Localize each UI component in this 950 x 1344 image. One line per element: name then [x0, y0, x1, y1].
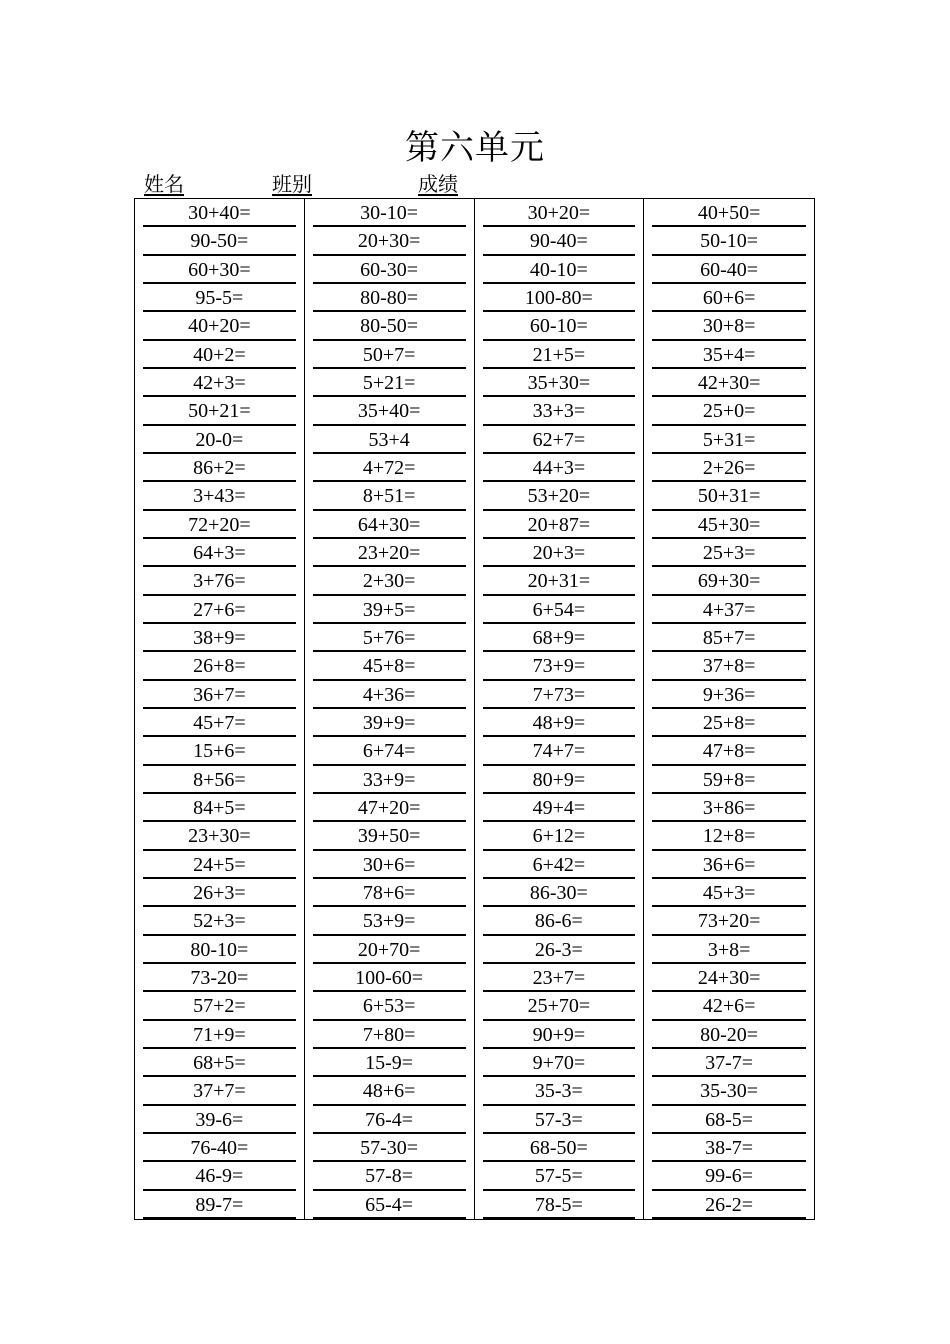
problem-cell — [305, 596, 475, 624]
problem-text: 78+6= — [362, 882, 416, 904]
problem-text: 80-50= — [360, 315, 419, 338]
problem-text: 23+7= — [532, 967, 586, 989]
problem-cell — [135, 709, 305, 737]
problem-cell — [305, 822, 475, 850]
problem-text: 42+3= — [193, 372, 246, 394]
problem-text: 84+5= — [193, 797, 246, 819]
problem-text: 80-80= — [360, 287, 419, 309]
score-label: 成绩 — [418, 174, 458, 196]
problem-cell — [644, 1021, 814, 1049]
problem-cell — [475, 369, 645, 397]
problem-text: 33+9= — [362, 768, 416, 791]
problem-cell — [305, 766, 475, 794]
problem-cell — [644, 709, 814, 737]
problem-text: 20+3= — [532, 542, 586, 564]
problem-text: 25+3= — [702, 542, 756, 564]
problem-text: 50-10= — [700, 230, 759, 253]
problem-text: 90+9= — [532, 1023, 586, 1046]
problem-text: 35+30= — [527, 372, 591, 394]
problem-cell — [475, 482, 645, 510]
problem-text: 30+8= — [702, 315, 756, 338]
problem-cell — [475, 341, 645, 369]
problem-text: 57-8= — [365, 1165, 414, 1188]
problem-cell — [644, 1106, 814, 1134]
problem-text: 20+31= — [527, 570, 591, 593]
problem-text: 27+6= — [193, 598, 246, 621]
problem-cell — [475, 596, 645, 624]
problem-cell — [475, 766, 645, 794]
problem-cell — [305, 1191, 475, 1219]
problem-cell — [135, 1077, 305, 1105]
problem-cell — [305, 652, 475, 680]
problem-text: 95-5= — [195, 287, 244, 309]
problem-text: 46-9= — [195, 1165, 244, 1188]
problem-text: 50+31= — [697, 485, 761, 508]
problem-text: 42+30= — [697, 372, 761, 394]
problem-text: 37+7= — [193, 1080, 246, 1103]
problem-cell — [644, 256, 814, 284]
problem-text: 38-7= — [705, 1137, 754, 1159]
problem-text: 23+30= — [188, 825, 251, 848]
problem-text: 86+2= — [193, 457, 246, 479]
problem-text: 40+50= — [697, 202, 761, 224]
problem-cell — [644, 936, 814, 964]
problem-text: 80-20= — [700, 1023, 759, 1046]
problem-text: 2+26= — [702, 457, 756, 479]
problem-cell — [475, 737, 645, 765]
problem-text: 26-3= — [534, 938, 583, 961]
problem-text: 57-30= — [360, 1137, 419, 1159]
problem-cell — [305, 539, 475, 567]
problem-text: 4+37= — [702, 598, 756, 621]
problem-cell — [135, 341, 305, 369]
problem-cell — [644, 369, 814, 397]
problem-text: 53+4 — [368, 428, 410, 451]
problem-cell — [475, 284, 645, 312]
answer-underline — [313, 1217, 466, 1219]
problem-text: 37-7= — [705, 1052, 754, 1074]
problem-text: 53+9= — [362, 910, 416, 933]
problem-cell — [135, 312, 305, 340]
problem-text: 68-5= — [705, 1108, 754, 1131]
problem-text: 73+9= — [532, 655, 586, 678]
problem-cell — [644, 737, 814, 765]
problem-cell — [135, 482, 305, 510]
problem-cell — [475, 426, 645, 454]
problem-cell — [305, 1134, 475, 1162]
class-label: 班别 — [272, 174, 312, 196]
problem-text: 60-30= — [360, 258, 419, 281]
problem-cell — [475, 397, 645, 425]
problem-cell — [135, 397, 305, 425]
problem-text: 59+8= — [702, 768, 756, 791]
problem-text: 30-10= — [360, 202, 419, 224]
problem-text: 68-50= — [529, 1137, 588, 1159]
problem-cell — [305, 1162, 475, 1190]
problem-cell — [644, 794, 814, 822]
problem-cell — [135, 1162, 305, 1190]
problem-cell — [135, 369, 305, 397]
problem-cell — [305, 964, 475, 992]
problem-cell — [135, 879, 305, 907]
problem-text: 36+6= — [702, 853, 756, 876]
problem-cell — [644, 1191, 814, 1219]
problem-text: 42+6= — [702, 995, 756, 1018]
problem-cell — [305, 737, 475, 765]
problem-text: 69+30= — [697, 570, 761, 593]
problem-text: 76-40= — [190, 1137, 249, 1159]
problem-cell — [135, 1191, 305, 1219]
problem-text: 60+30= — [188, 258, 251, 281]
problem-text: 60+6= — [702, 287, 756, 309]
problem-cell — [305, 624, 475, 652]
problem-text: 8+51= — [362, 485, 416, 508]
problem-text: 15+6= — [193, 740, 246, 763]
problem-text: 48+9= — [532, 712, 586, 734]
problem-cell — [305, 992, 475, 1020]
problem-cell — [475, 1021, 645, 1049]
problem-text: 47+8= — [702, 740, 756, 763]
problem-text: 23+20= — [357, 542, 421, 564]
problem-cell — [644, 539, 814, 567]
problem-text: 76-4= — [365, 1108, 414, 1131]
answer-underline — [483, 1217, 636, 1219]
problem-cell — [135, 256, 305, 284]
problem-cell — [644, 624, 814, 652]
problem-text: 52+3= — [193, 910, 246, 933]
problem-text: 39+9= — [362, 712, 416, 734]
answer-underline — [652, 1217, 806, 1219]
problem-cell — [644, 992, 814, 1020]
problem-cell — [644, 312, 814, 340]
problem-cell — [644, 1162, 814, 1190]
problem-cell — [475, 652, 645, 680]
problem-cell — [135, 199, 305, 227]
problem-cell — [305, 936, 475, 964]
problem-text: 86-6= — [534, 910, 583, 933]
problem-cell — [644, 1134, 814, 1162]
problem-text: 36+7= — [193, 683, 246, 706]
problem-text: 4+72= — [362, 457, 416, 479]
problem-cell — [135, 284, 305, 312]
problem-text: 26-2= — [705, 1193, 754, 1216]
problem-cell — [475, 794, 645, 822]
problem-text: 85+7= — [702, 627, 756, 649]
problem-text: 39+5= — [362, 598, 416, 621]
problem-cell — [135, 851, 305, 879]
problem-cell — [135, 681, 305, 709]
problem-cell — [135, 511, 305, 539]
page-title: 第六单元 — [405, 130, 545, 167]
problem-cell — [644, 482, 814, 510]
problem-text: 100-60= — [355, 967, 424, 989]
problem-cell — [644, 652, 814, 680]
problem-text: 30+20= — [527, 202, 591, 224]
problem-cell — [305, 1077, 475, 1105]
problem-table — [134, 198, 815, 1220]
problem-cell — [135, 766, 305, 794]
problem-cell — [644, 284, 814, 312]
problem-cell — [475, 567, 645, 595]
problem-text: 68+9= — [532, 627, 586, 649]
problem-cell — [644, 766, 814, 794]
problem-cell — [644, 964, 814, 992]
problem-text: 80-10= — [190, 938, 249, 961]
problem-cell — [305, 709, 475, 737]
problem-text: 50+21= — [188, 400, 251, 423]
problem-cell — [305, 227, 475, 255]
problem-text: 49+4= — [532, 797, 586, 819]
problem-cell — [305, 1106, 475, 1134]
problem-cell — [475, 1049, 645, 1077]
problem-cell — [475, 964, 645, 992]
problem-cell — [644, 1049, 814, 1077]
problem-cell — [475, 1134, 645, 1162]
problem-text: 62+7= — [532, 428, 586, 451]
problem-text: 74+7= — [532, 740, 586, 763]
problem-text: 5+21= — [362, 372, 416, 394]
problem-cell — [305, 341, 475, 369]
problem-text: 50+7= — [362, 343, 416, 366]
problem-text: 3+86= — [702, 797, 756, 819]
problem-text: 78-5= — [534, 1193, 583, 1216]
problem-text: 26+8= — [193, 655, 246, 678]
problem-cell — [135, 624, 305, 652]
problem-text: 40+2= — [193, 343, 246, 366]
problem-text: 3+76= — [193, 570, 246, 593]
problem-cell — [305, 1021, 475, 1049]
problem-cell — [135, 454, 305, 482]
problem-text: 35-30= — [700, 1080, 759, 1103]
problem-cell — [135, 1049, 305, 1077]
problem-text: 44+3= — [532, 457, 586, 479]
problem-text: 12+8= — [702, 825, 756, 848]
problem-cell — [644, 567, 814, 595]
problem-cell — [644, 681, 814, 709]
problem-cell — [135, 1021, 305, 1049]
problem-cell — [305, 454, 475, 482]
problem-text: 73-20= — [190, 967, 249, 989]
problem-text: 30+40= — [188, 202, 251, 224]
problem-text: 6+42= — [532, 853, 586, 876]
problem-text: 6+54= — [532, 598, 586, 621]
problem-text: 24+5= — [193, 853, 246, 876]
problem-cell — [644, 596, 814, 624]
problem-text: 6+53= — [362, 995, 416, 1018]
problem-cell — [305, 397, 475, 425]
problem-text: 35-3= — [534, 1080, 583, 1103]
problem-cell — [475, 1106, 645, 1134]
problem-text: 9+36= — [702, 683, 756, 706]
problem-cell — [305, 312, 475, 340]
problem-cell — [475, 992, 645, 1020]
problem-cell — [644, 397, 814, 425]
problem-text: 8+56= — [193, 768, 246, 791]
problem-text: 20+70= — [357, 938, 421, 961]
problem-cell — [644, 879, 814, 907]
problem-text: 40+20= — [188, 315, 251, 338]
problem-cell — [135, 794, 305, 822]
problem-cell — [644, 851, 814, 879]
problem-cell — [475, 907, 645, 935]
problem-text: 38+9= — [193, 627, 246, 649]
problem-cell — [644, 511, 814, 539]
problem-text: 24+30= — [697, 967, 761, 989]
problem-text: 39+50= — [357, 825, 421, 848]
problem-text: 3+8= — [707, 938, 751, 961]
problem-cell — [475, 624, 645, 652]
problem-text: 99-6= — [705, 1165, 754, 1188]
problem-text: 53+20= — [527, 485, 591, 508]
problem-text: 90-50= — [190, 230, 249, 253]
problem-text: 73+20= — [697, 910, 761, 933]
problem-cell — [305, 794, 475, 822]
problem-text: 57-3= — [534, 1108, 583, 1131]
problem-text: 89-7= — [195, 1193, 244, 1216]
problem-text: 26+3= — [193, 882, 246, 904]
problem-cell — [305, 567, 475, 595]
problem-text: 20-0= — [195, 428, 244, 451]
problem-text: 45+3= — [702, 882, 756, 904]
problem-cell — [644, 454, 814, 482]
problem-text: 3+43= — [193, 485, 246, 508]
problem-cell — [475, 256, 645, 284]
problem-cell — [475, 199, 645, 227]
problem-text: 64+30= — [357, 513, 421, 536]
problem-cell — [475, 709, 645, 737]
problem-text: 68+5= — [193, 1052, 246, 1074]
problem-text: 4+36= — [362, 683, 416, 706]
problem-cell — [475, 1077, 645, 1105]
problem-cell — [135, 652, 305, 680]
problem-cell — [135, 1134, 305, 1162]
problem-cell — [135, 567, 305, 595]
problem-text: 6+12= — [532, 825, 586, 848]
problem-cell — [644, 907, 814, 935]
problem-cell — [644, 199, 814, 227]
problem-cell — [135, 737, 305, 765]
problem-text: 30+6= — [362, 853, 416, 876]
problem-cell — [475, 312, 645, 340]
problem-text: 90-40= — [529, 230, 588, 253]
problem-text: 45+7= — [193, 712, 246, 734]
problem-text: 40-10= — [529, 258, 588, 281]
problem-cell — [135, 907, 305, 935]
problem-text: 25+8= — [702, 712, 756, 734]
problem-text: 64+3= — [193, 542, 246, 564]
problem-cell — [475, 822, 645, 850]
problem-cell — [305, 199, 475, 227]
problem-cell — [475, 681, 645, 709]
problem-cell — [475, 1191, 645, 1219]
problem-text: 7+80= — [362, 1023, 416, 1046]
problem-cell — [305, 851, 475, 879]
problem-cell — [305, 879, 475, 907]
problem-text: 39-6= — [195, 1108, 244, 1131]
problem-text: 71+9= — [193, 1023, 246, 1046]
problem-text: 21+5= — [532, 343, 586, 366]
problem-cell — [135, 964, 305, 992]
problem-text: 2+30= — [362, 570, 416, 593]
answer-underline — [143, 1217, 296, 1219]
problem-text: 65-4= — [365, 1193, 414, 1216]
problem-cell — [135, 1106, 305, 1134]
problem-text: 15-9= — [365, 1052, 414, 1074]
problem-text: 47+20= — [357, 797, 421, 819]
problem-cell — [135, 596, 305, 624]
problem-cell — [475, 227, 645, 255]
problem-cell — [135, 539, 305, 567]
problem-text: 9+70= — [532, 1052, 586, 1074]
problem-cell — [305, 1049, 475, 1077]
problem-text: 20+87= — [527, 513, 591, 536]
problem-text: 6+74= — [362, 740, 416, 763]
problem-cell — [644, 822, 814, 850]
problem-text: 37+8= — [702, 655, 756, 678]
problem-text: 80+9= — [532, 768, 586, 791]
problem-text: 86-30= — [529, 882, 588, 904]
problem-cell — [305, 511, 475, 539]
problem-text: 57-5= — [534, 1165, 583, 1188]
problem-cell — [475, 1162, 645, 1190]
problem-cell — [475, 454, 645, 482]
problem-text: 57+2= — [193, 995, 246, 1018]
problem-text: 5+76= — [362, 627, 416, 649]
problem-cell — [305, 482, 475, 510]
problem-text: 7+73= — [532, 683, 586, 706]
problem-text: 20+30= — [357, 230, 421, 253]
problem-text: 33+3= — [532, 400, 586, 423]
problem-cell — [644, 227, 814, 255]
problem-text: 5+31= — [702, 428, 756, 451]
problem-cell — [475, 879, 645, 907]
problem-cell — [475, 539, 645, 567]
problem-cell — [475, 851, 645, 879]
problem-cell — [305, 681, 475, 709]
problem-cell — [644, 341, 814, 369]
problem-text: 60-40= — [700, 258, 759, 281]
problem-text: 35+40= — [357, 400, 421, 423]
problem-cell — [135, 936, 305, 964]
problem-cell — [305, 256, 475, 284]
problem-text: 45+8= — [362, 655, 416, 678]
problem-cell — [475, 511, 645, 539]
problem-cell — [305, 369, 475, 397]
problem-cell — [305, 907, 475, 935]
problem-cell — [475, 936, 645, 964]
problem-text: 72+20= — [188, 513, 251, 536]
problem-text: 60-10= — [529, 315, 588, 338]
problem-cell — [305, 426, 475, 454]
problem-text: 25+0= — [702, 400, 756, 423]
problem-text: 25+70= — [527, 995, 591, 1018]
problem-cell — [644, 1077, 814, 1105]
problem-text: 45+30= — [697, 513, 761, 536]
problem-cell — [135, 992, 305, 1020]
problem-cell — [135, 426, 305, 454]
problem-text: 100-80= — [524, 287, 593, 309]
problem-cell — [305, 284, 475, 312]
name-label: 姓名 — [144, 174, 184, 196]
problem-cell — [644, 426, 814, 454]
problem-text: 48+6= — [362, 1080, 416, 1103]
problem-cell — [135, 227, 305, 255]
problem-cell — [135, 822, 305, 850]
problem-text: 35+4= — [702, 343, 756, 366]
